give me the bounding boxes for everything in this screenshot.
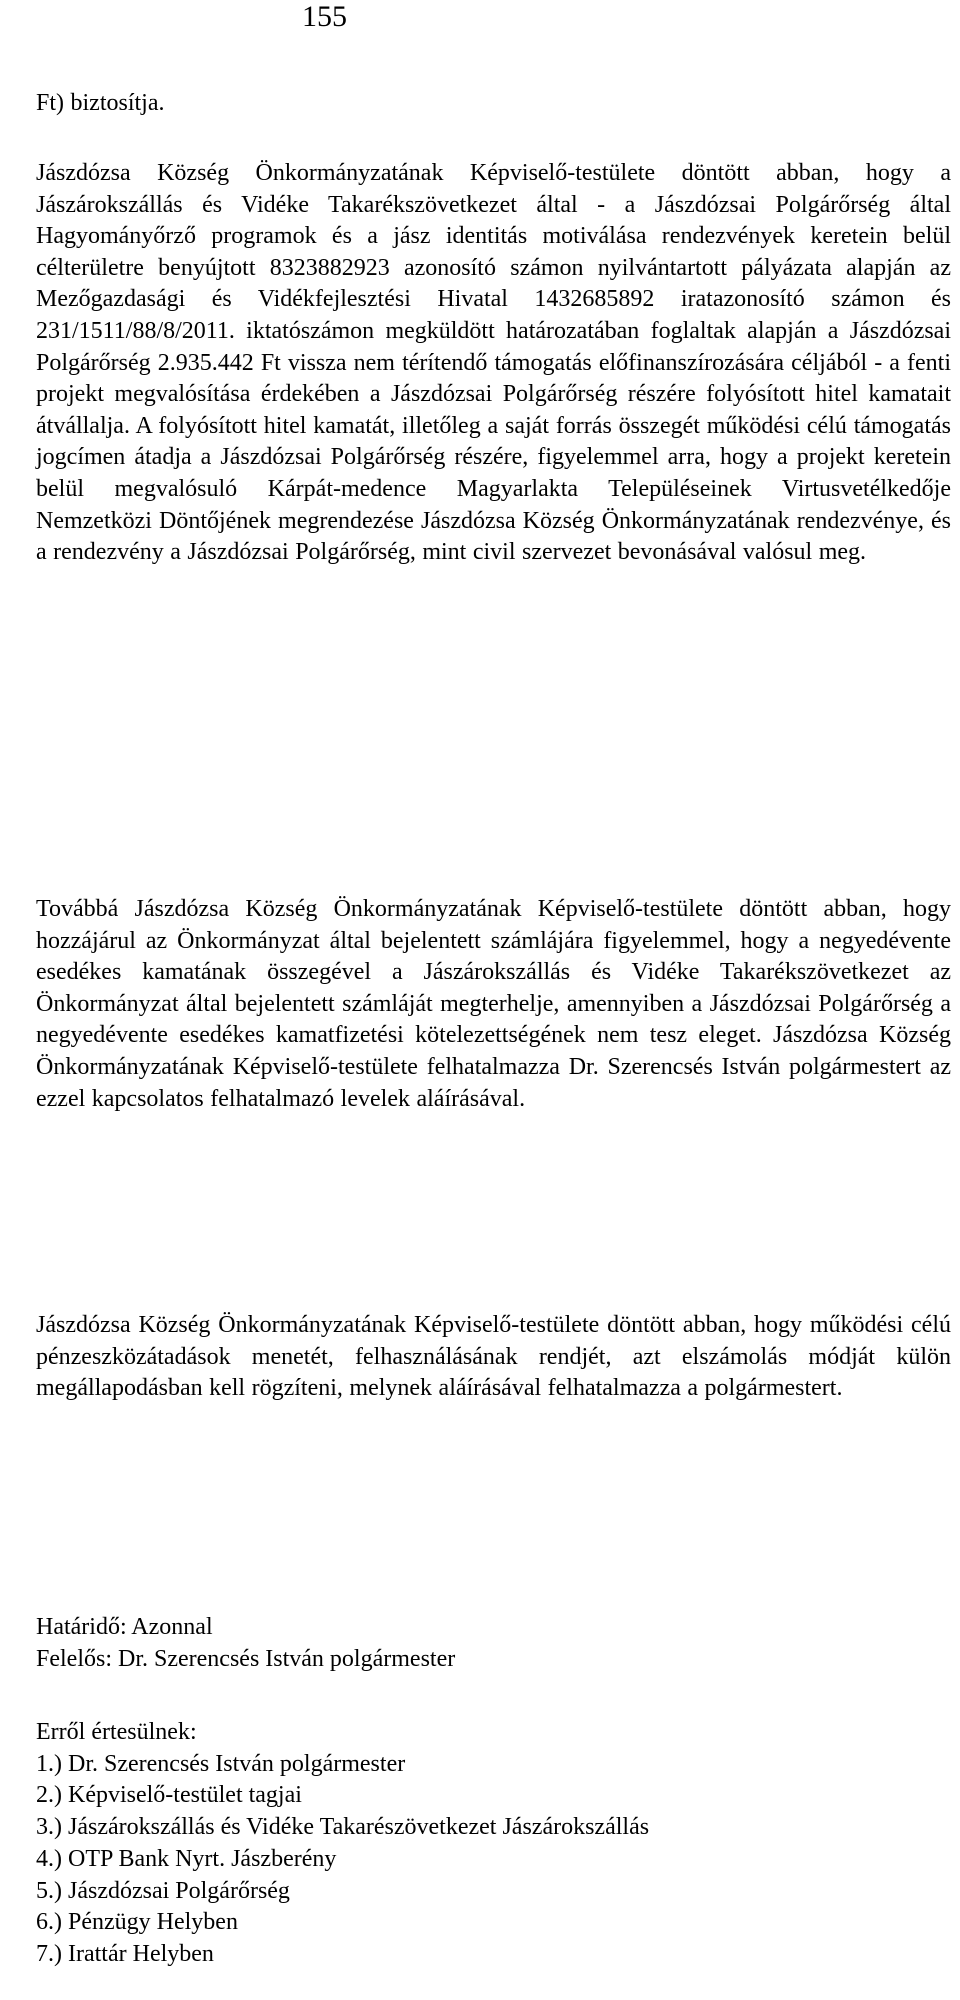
list-item: 1.) Dr. Szerencsés István polgármester <box>36 1750 406 1777</box>
notify-heading: Erről értesülnek: <box>36 1719 197 1745</box>
list-item: 5.) Jászdózsai Polgárőrség <box>36 1877 290 1904</box>
responsible-person: Felelős: Dr. Szerencsés István polgármester <box>36 1645 456 1672</box>
paragraph-resolution-3: Jászdózsa Község Önkormányzatának Képviselő-testülete döntött abban, hogy működési célú pénzeszközátadások menetét, felhasználásának rendjét, azt elszámolás módját külön megállapodásban kell rögzíteni, melynek aláírásával felhatalmazza a polgármestert. <box>36 1312 951 1402</box>
deadline: Határidő: Azonnal <box>36 1614 213 1640</box>
page-number: 155 <box>302 0 347 33</box>
list-item: 6.) Pénzügy Helyben <box>36 1909 238 1936</box>
list-item: 4.) OTP Bank Nyrt. Jászberény <box>36 1845 337 1872</box>
deadline-block <box>36 1612 455 1675</box>
paragraph-resolution-2: Továbbá Jászdózsa Község Önkormányzatának Képviselő-testülete döntött abban, hogy hozzájárul az Önkormányzat által bejelentett számlájára figyelemmel, hogy a negyedévente esedékes kamatának összegével a Jászárokszállás és Vidéke Takarékszövetkezet az Önkormányzat által bejelentett számláját megterhelje, amennyiben a Jászdózsai Polgárőrség a negyedévente esedékes kamatfizetési kötelezettségének nem tesz eleget. Jászdózsa Község Önkormányzatának Képviselő-testülete felhatalmazza Dr. Szerencsés István polgármestert az ezzel kapcsolatos felhatalmazó levelek aláírásával. <box>36 896 951 1112</box>
list-item: 2.) Képviselő-testület tagjai <box>36 1782 302 1809</box>
intro-fragment: Ft) biztosítja. <box>36 90 165 116</box>
list-item: 7.) Irattár Helyben <box>36 1940 214 1967</box>
paragraph-resolution-1: Jászdózsa Község Önkormányzatának Képviselő-testülete döntött abban, hogy a Jászárokszállás és Vidéke Takarékszövetkezet által - a Jászdózsai Polgárőrség által Hagyományőrző programok és a jász identitás motiválása rendezvények keretein belül célterületre benyújtott 8323882923 azonosító számon nyilvántartott pályázata alapján az Mezőgazdasági és Vidékfejlesztési Hivatal 1432685892 iratazonosító számon és 231/1511/88/8/2011. iktatószámon megküldött határozatában foglaltak alapján a Jászdózsai Polgárőrség 2.935.442 Ft vissza nem térítendő támogatás előfinanszírozására céljából - a fenti projekt megvalósítása érdekében a Jászdózsai Polgárőrség részére folyósított hitel kamatait átvállalja. A folyósított hitel kamatát, illetőleg a saját forrás összegét működési célú támogatás jogcímen átadja a Jászdózsai Polgárőrség részére, figyelemmel arra, hogy a projekt keretein belül megvalósuló Kárpát-medence Magyarlakta Településeinek Virtusvetélkedője Nemzetközi Döntőjének megrendezése Jászdózsa Község Önkormányzatának rendezvénye, és a rendezvény a Jászdózsai Polgárőrség, mint civil szervezet bevonásával valósul meg. <box>36 160 951 566</box>
list-item: 3.) Jászárokszállás és Vidéke Takarészövetkezet Jászárokszállás <box>36 1814 650 1841</box>
notification-block <box>36 1717 649 1971</box>
notify-list <box>36 1749 649 1971</box>
